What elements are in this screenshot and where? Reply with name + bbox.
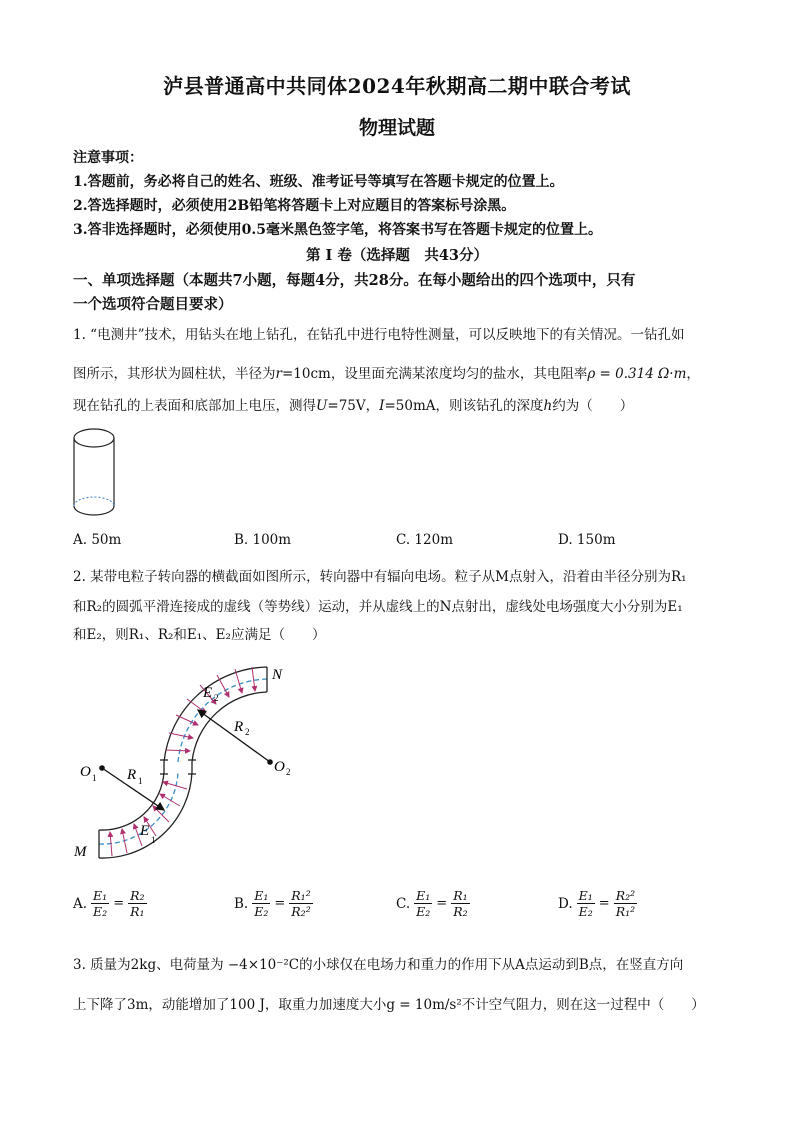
q1-cylinder-figure [70,426,120,518]
notice-item-2: 2.答选择题时，必须使用2B铅笔将答题卡上对应题目的答案标号涂黑。 [73,198,516,214]
q3-line2: 上下降了3m，动能增加了100 J，取重力加速度大小g = 10m/s²不计空气阻力，则在这一过程中（ ） [73,997,705,1013]
notice-item-1: 1.答题前，务必将自己的姓名、班级、准考证号等填写在答题卡规定的位置上。 [73,174,564,190]
label-N: N [272,667,283,683]
q1-option-d[interactable]: D. 150m [558,532,616,548]
exam-title: 泸县普通高中共同体2024年秋期高二期中联合考试 [163,74,631,98]
label-O2: O [274,759,285,775]
label-M: M [74,844,87,860]
notice-heading: 注意事项： [73,150,143,166]
svg-text:1: 1 [138,776,143,786]
label-R2: R [234,719,244,735]
label-O1: O [80,764,91,780]
q2-option-a[interactable]: A. $\frac{\text{E₁}}{\text{E₂}}$ = $\frac{\text{R₂}}{\text{R₁}}$ [73,888,145,919]
q2-line2: 和R₂的圆弧平滑连接成的虚线（等势线）运动，并从虚线上的N点射出，虚线处电场强度大小分别为E₁ [73,599,683,615]
q2-line1: 2. 某带电粒子转向器的横截面如图所示，转向器中有辐向电场。粒子从M点射入，沿着由半径分别为R₁ [73,569,687,585]
q2-deflector-figure [72,655,302,870]
notice-item-3: 3.答非选择题时，必须使用0.5毫米黑色签字笔，将答案书写在答题卡规定的位置上。 [73,222,602,238]
svg-text:2: 2 [286,767,291,777]
section-heading-line1: 一、单项选择题（本题共7小题，每题4分，共28分。在每小题给出的四个选项中，只有 [73,272,636,289]
q1-line3: 现在钻孔的上表面和底部加上电压，测得U=75V，I=50mA，则该钻孔的深度h约为（ ） [73,398,634,414]
svg-text:1: 1 [151,835,156,845]
q1-line1: 1. “电测井”技术，用钻头在地上钻孔，在钻孔中进行电特性测量，可以反映地下的有关情况。一钻孔如 [73,327,685,343]
label-E2: E [203,685,213,701]
exam-subject: 物理试题 [358,117,435,139]
resistivity: ρ = 0.314 Ω·m [587,366,687,382]
svg-text:2: 2 [214,693,219,703]
svg-text:1: 1 [92,773,97,783]
label-E1: E [140,823,150,839]
q2-option-d[interactable]: D. $\frac{\text{E₁}}{\text{E₂}}$ = $\frac{\text{R₂²}}{\text{R₁²}}$ [558,888,636,919]
q1-option-c[interactable]: C. 120m [396,532,453,548]
q3-line1: 3. 质量为2kg、电荷量为 −4×10⁻²C的小球仅在电场力和重力的作用下从A点运动到B点，在竖直方向 [73,957,684,973]
q1-option-b[interactable]: B. 100m [234,532,292,548]
q2-option-c[interactable]: C. $\frac{\text{E₁}}{\text{E₂}}$ = $\frac{\text{R₁}}{\text{R₂}}$ [396,888,468,919]
q2-line3: 和E₂，则R₁、R₂和E₁、E₂应满足（ ） [73,627,326,643]
q2-option-b[interactable]: B. $\frac{\text{E₁}}{\text{E₂}}$ = $\frac{\text{R₁²}}{\text{R₂²}}$ [234,888,311,919]
q1-line2: 图所示，其形状为圆柱状，半径为r=10cm，设里面充满某浓度均匀的盐水，其电阻率ρ = 0.314 Ω·m， [73,366,700,382]
svg-text:2: 2 [245,727,250,737]
label-R1: R [127,767,137,783]
part1-title: 第 I 卷（选择题 共43分） [305,247,489,264]
q1-option-a[interactable]: A. 50m [73,532,122,548]
section-heading-line2: 一个选项符合题目要求） [73,296,233,313]
